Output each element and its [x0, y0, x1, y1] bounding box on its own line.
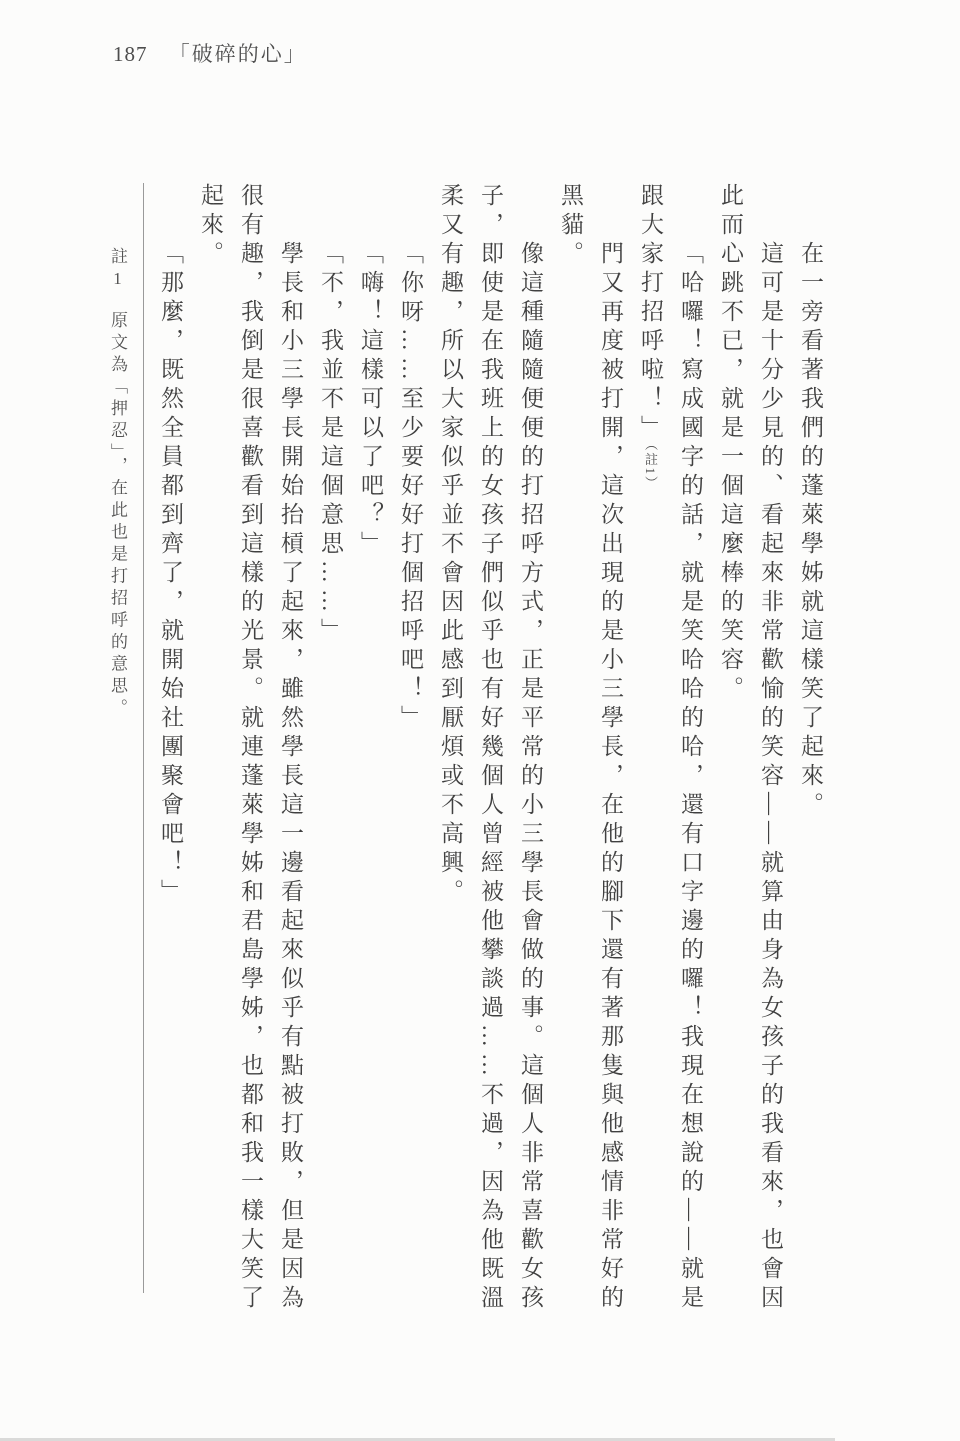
text-column [710, 183, 750, 1317]
column-text: 這可是十分少見的、看起來非常歡愉的笑容——就算由身為女孩子的我看來，也會因 [758, 241, 783, 1314]
text-column [230, 183, 270, 1317]
text-column [510, 183, 550, 1317]
running-head [113, 38, 307, 68]
text-column [350, 183, 390, 1317]
column-text: 「不，我並不是這個意思……」 [318, 241, 343, 647]
column-text: 門又再度被打開，這次出現的是小三學長，在他的腳下還有著那隻與他感情非常好的 [598, 241, 623, 1314]
column-text: 起來。 [198, 183, 223, 270]
text-column [790, 183, 830, 1317]
column-text: 「嗨！這樣可以了吧？」 [358, 241, 383, 560]
column-text: 黑貓。 [558, 183, 583, 270]
column-text: 「那麼，既然全員都到齊了，就開始社團聚會吧！」 [158, 241, 183, 908]
column-text: 子，即使是在我班上的女孩子們似乎也有好幾個人曾經被他攀談過……不過，因為他既溫 [478, 183, 503, 1314]
footnote [97, 247, 137, 1297]
footnote-reference: （註1） [643, 444, 658, 491]
page-number: 187 [113, 42, 148, 66]
main-text-block [150, 183, 830, 1317]
footnote-text: 原文為「押忍」，在此也是打招呼的意思。 [108, 311, 127, 721]
chapter-title: 「破碎的心」 [168, 42, 307, 66]
text-column [470, 183, 510, 1317]
column-text: 「你呀……至少要好好打個招呼吧！」 [398, 241, 423, 734]
column-text: 跟大家打招呼啦！」 [638, 183, 663, 444]
column-text: 很有趣，我倒是很喜歡看到這樣的光景。就連蓬萊學姊和君島學姊，也都和我一樣大笑了 [238, 183, 263, 1314]
text-column [670, 183, 710, 1317]
text-column [310, 183, 350, 1317]
text-column [430, 183, 470, 1317]
column-text: 在一旁看著我們的蓬萊學姊就這樣笑了起來。 [798, 241, 823, 821]
text-column [190, 183, 230, 1317]
column-text: 柔又有趣，所以大家似乎並不會因此感到厭煩或不高興。 [438, 183, 463, 908]
text-column [590, 183, 630, 1317]
column-text: 學長和小三學長開始抬槓了起來，雖然學長這一邊看起來似乎有點被打敗，但是因為 [278, 241, 303, 1314]
column-text: 像這種隨隨便便的打招呼方式，正是平常的小三學長會做的事。這個人非常喜歡女孩 [518, 241, 543, 1314]
text-column [150, 183, 190, 1317]
text-column [390, 183, 430, 1317]
text-column [750, 183, 790, 1317]
column-text: 此而心跳不已，就是一個這麼棒的笑容。 [718, 183, 743, 705]
column-text: 「哈囉！寫成國字的話，就是笑哈哈的哈，還有口字邊的囉！我現在想說的——就是 [678, 241, 703, 1314]
text-column [630, 183, 670, 1317]
text-column [550, 183, 590, 1317]
footnote-label: 註1 [108, 247, 127, 293]
text-column [270, 183, 310, 1317]
footnote-separator-rule [143, 183, 144, 1293]
